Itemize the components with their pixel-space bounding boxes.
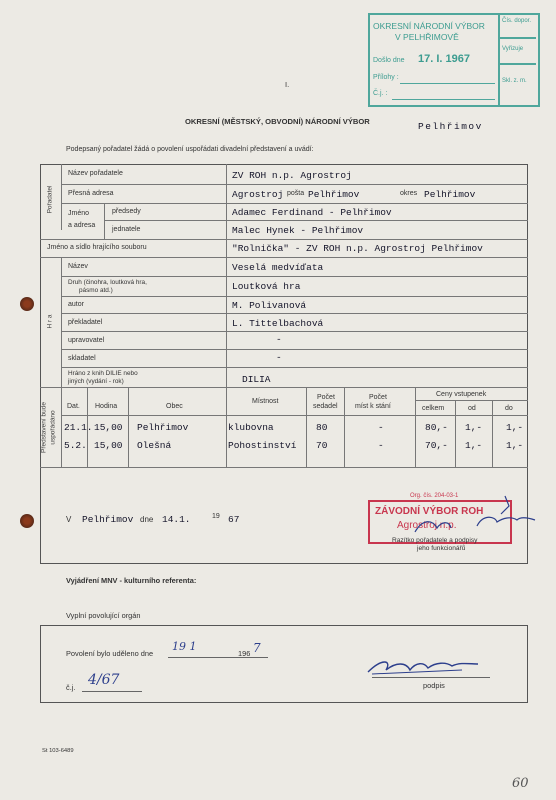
roman-numeral: I. [285, 80, 290, 89]
performances-side-label-2: uspořádáno [49, 410, 57, 445]
received-label: Došlo dne [373, 57, 405, 64]
stamp-ref-line [392, 99, 495, 100]
permit-ref-label: č.j. [66, 683, 76, 692]
organizer-name-label: Název pořadatele [68, 170, 123, 177]
district-name: Pelhřimov [418, 121, 483, 132]
received-stamp-divider [498, 13, 500, 105]
organizer-district: Pelhřimov [424, 189, 476, 200]
perf-header-municipality: Obec [166, 403, 183, 410]
received-stamp-hline2 [498, 63, 536, 65]
perf-header-hour: Hodina [95, 403, 118, 410]
organizer-address: Agrostroj [232, 189, 284, 200]
stamp-side-3: Skl. z. m. [502, 78, 527, 84]
ensemble-value: "Rolnička" - ZV ROH n.p. Agrostroj Pelhřimov [232, 243, 483, 254]
seal-line1: ZÁVODNÍ VÝBOR ROH [375, 506, 484, 517]
permit-year-prefix: 196 [238, 649, 251, 658]
ensemble-label: Jméno a sídlo hrajícího souboru [47, 244, 147, 251]
punch-hole-top [20, 297, 34, 311]
play-source-label-1: Hráno z knih DILIE nebo [68, 370, 138, 377]
perf-row1-standing: - [378, 422, 384, 433]
perf-row1-venue: klubovna [228, 422, 274, 433]
play-adapter: - [276, 334, 282, 345]
received-stamp-line2: V PELHŘIMOVĚ [395, 32, 459, 42]
permit-granted-day: 19 1 [172, 640, 197, 653]
perf-row2-total: 70,- [425, 440, 448, 451]
perf-row1-from: 1,- [465, 422, 483, 433]
play-author-label: autor [68, 301, 84, 308]
play-title: Veselá medvíďata [232, 262, 324, 273]
play-side-label: H r a [46, 314, 54, 329]
perf-row2-to: 1,- [506, 440, 524, 451]
performances-side-label-1: Představení bude [40, 402, 48, 453]
punch-hole-bottom [20, 514, 34, 528]
perf-row1-hour: 15,00 [94, 422, 123, 433]
person-label-2: a adresa [68, 222, 96, 229]
play-adapter-label: upravovatel [68, 337, 105, 344]
permit-granted-label: Povolení bylo uděleno dne [66, 649, 154, 658]
place-in-label: V [66, 515, 72, 524]
perf-row2-venue: Pohostinství [228, 440, 297, 451]
page-title: OKRESNÍ (MĚSTSKÝ, OBVODNÍ) NÁRODNÍ VÝBOR [185, 117, 370, 126]
seal-ref: Org. čís. 204-03-1 [410, 493, 459, 499]
permit-year-digit: 7 [253, 641, 261, 655]
perf-row2-from: 1,- [465, 440, 483, 451]
play-translator: L. Tittelbachová [232, 318, 324, 329]
stamp-side-2: Vyřizuje [502, 46, 524, 52]
seal-caption-1: Razítko pořadatele a podpisy [392, 537, 478, 544]
perf-row1-total: 80,- [425, 422, 448, 433]
perf-header-to: do [505, 405, 513, 412]
seal-caption-2: jeho funkcionářů [417, 545, 466, 552]
play-title-label: Název [68, 263, 88, 270]
perf-row2-hour: 15,00 [94, 440, 123, 451]
person-label-1: Jméno [68, 210, 90, 217]
permit-ref-line [82, 691, 142, 692]
perf-header-seats-2: sedadel [313, 403, 338, 410]
perf-header-seats-1: Počet [317, 394, 335, 401]
organizer-post: Pelhřimov [308, 189, 360, 200]
seal-line2: Agrostroj n.p. [397, 520, 457, 531]
signature-place: Pelhřimov [82, 514, 134, 525]
play-composer: - [276, 352, 282, 363]
signature-year-prefix: 19 [212, 513, 220, 520]
perf-row1-to: 1,- [506, 422, 524, 433]
mnv-label: Vyjádření MNV - kulturního referenta: [66, 576, 197, 585]
perf-row1-municipality: Pelhřimov [137, 422, 189, 433]
perf-header-prices: Ceny vstupenek [436, 391, 487, 398]
signature-day-label: dne [140, 515, 154, 524]
permit-signature [362, 650, 482, 680]
signature-year: 67 [228, 514, 240, 525]
perf-row1-seats: 80 [316, 422, 328, 433]
intro-text: Podepsaný pořadatel žádá o povolení uspořádati divadelní představení a uvádí: [66, 146, 314, 153]
attachments-label: Přílohy : [373, 74, 399, 81]
perf-row1-date: 21.1. [64, 422, 93, 433]
organizer-name: ZV ROH n.p. Agrostroj [232, 170, 352, 181]
perf-header-venue: Místnost [252, 398, 279, 405]
received-date: 17. I. 1967 [418, 53, 470, 65]
agent-label: jednatele [112, 226, 141, 233]
received-stamp-hline1 [498, 37, 536, 39]
stamp-attach-line [400, 83, 495, 84]
signature-date: 14.1. [162, 514, 191, 525]
perf-header-standing-2: míst k stání [355, 403, 391, 410]
permit-ref: 4/67 [88, 672, 120, 688]
received-stamp-line1: OKRESNÍ NÁRODNÍ VÝBOR [373, 21, 485, 31]
play-kind-label-1: Druh (činohra, loutková hra, [68, 279, 147, 286]
post-label: pošta [287, 190, 305, 197]
permit-sign-label: podpis [423, 681, 445, 690]
perf-header-from: od [468, 405, 476, 412]
play-author: M. Polivanová [232, 300, 307, 311]
perf-row2-standing: - [378, 440, 384, 451]
perf-header-standing-1: Počet [369, 394, 387, 401]
perf-row2-municipality: Olešná [137, 440, 172, 451]
district-label: okres [400, 190, 418, 197]
form-code: St 103-6489 [42, 748, 74, 754]
organizer-signatures [385, 492, 540, 540]
play-kind-label-2: pásmo atd.) [79, 287, 113, 294]
chair-value: Adamec Ferdinand - Pelhřimov [232, 207, 392, 218]
agent-value: Malec Hynek - Pelhřimov [232, 225, 364, 236]
play-translator-label: překladatel [68, 319, 103, 326]
perf-row2-date: 5.2. [64, 440, 87, 451]
stamp-ref-label: Č.j. : [373, 90, 388, 97]
organizer-side-label: Pořadatel [46, 185, 54, 214]
perf-row2-seats: 70 [316, 440, 328, 451]
play-composer-label: skladatel [68, 355, 96, 362]
perf-header-date: Dat. [67, 403, 80, 410]
mnv-filler: Vyplní povolující orgán [66, 611, 141, 620]
page-note: 60 [512, 776, 529, 791]
organizer-address-label: Přesná adresa [68, 190, 114, 197]
play-source: DILIA [242, 374, 271, 385]
play-kind: Loutková hra [232, 281, 301, 292]
play-source-label-2: jiných (vydání - rok) [68, 378, 124, 385]
chair-label: předsedy [112, 208, 141, 215]
stamp-side-1: Čís. dopor. [502, 18, 532, 24]
permit-date-line [168, 657, 268, 658]
perf-header-total: celkem [422, 405, 445, 412]
